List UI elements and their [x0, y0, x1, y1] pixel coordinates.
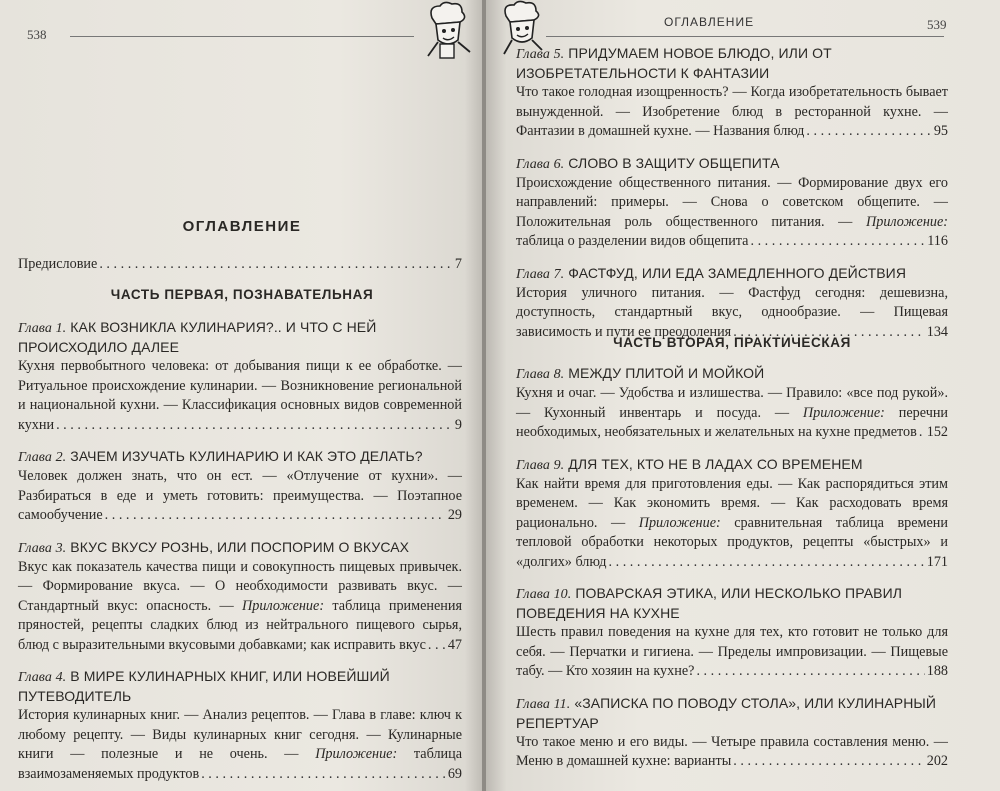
appendix-label: Приложение:	[242, 597, 325, 614]
toc-chapter-entry[interactable]	[18, 318, 462, 435]
chapter-number: Глава 1.	[18, 321, 67, 336]
chapter-heading	[516, 694, 948, 733]
toc-chapter-entry[interactable]	[18, 667, 462, 784]
chef-mascot-icon	[418, 0, 482, 60]
appendix-label: Приложение:	[315, 746, 398, 762]
chapter-page-number: 152	[926, 424, 948, 440]
toc-chapter-entry[interactable]	[516, 44, 948, 142]
chapter-page-number: 116	[927, 233, 948, 249]
toc-chapter-entry[interactable]	[516, 584, 948, 682]
chapter-heading	[516, 44, 948, 83]
leader-dots	[750, 232, 925, 252]
right-page	[486, 0, 1000, 791]
leader-dots	[609, 553, 925, 573]
chapter-page-number: 202	[926, 753, 948, 769]
chapter-number: Глава 5.	[516, 47, 565, 62]
chapter-page-number: 47	[447, 636, 462, 653]
chapter-page-number: 134	[926, 323, 948, 340]
chapter-title: ФАСТФУД, ИЛИ ЕДА ЗАМЕДЛЕННОГО ДЕЙСТВИЯ	[568, 264, 907, 281]
chapter-number: Глава 7.	[516, 266, 565, 282]
chapter-summary-text: История уличного питания. — Фастфуд сегодня: дешевизна, доступность, стандартный вкус, однообразие. — Пищевая зависимость и пути ее преодоления	[516, 284, 948, 340]
chapter-summary-text: Вкус как показатель качества пищи и совокупность пищевых привычек. — Формирование вкуса. — О необходимости развивать вкус. — Стандартный вкус: опасность. —	[18, 558, 462, 614]
chapter-summary-text: Кухня и очаг. — Удобства и излишества. — Правило: «все под рукой». — Кухонный инвентарь и посуда. —	[516, 385, 948, 421]
part-one-heading: ЧАСТЬ ПЕРВАЯ, ПОЗНАВАТЕЛЬНАЯ	[110, 287, 374, 302]
chapter-summary-text: Происхождение общественного питания. — Формирование двух его направлений: примеры. — Снова о советском общепите. — Положительная роль общественного питания. —	[516, 174, 948, 230]
toc-chapter-entry[interactable]	[516, 364, 948, 443]
leader-dots	[806, 122, 931, 142]
toc-chapter-entry[interactable]	[516, 264, 948, 343]
chapter-summary-text: Кухня первобытного человека: от добывания пищи к ее обработке. — Ритуальное происхождение кулинарии. — Возникновение региональной и национальной кухни. — Классификация основных видов современной кухни	[18, 358, 462, 433]
chapter-title: В МИРЕ КУЛИНАРНЫХ КНИГ, ИЛИ НОВЕЙШИЙ ПУТЕВОДИТЕЛЬ	[18, 668, 390, 704]
chapter-number: Глава 8.	[516, 367, 565, 382]
leader-dots	[696, 662, 924, 682]
chapter-number: Глава 10.	[516, 587, 572, 602]
chapter-heading	[516, 264, 948, 284]
chapter-title: ДЛЯ ТЕХ, КТО НЕ В ЛАДАХ СО ВРЕМЕНЕМ	[568, 455, 863, 472]
leader-dots	[99, 256, 453, 273]
chapter-summary-text: Что такое голодная изощренность? — Когда изобретательность бывает вынужденной. — Изобретение блюд в ресторанной кухне. — Фантазии в домашней кухне. — Названия блюд	[516, 84, 948, 139]
chapter-summary-text: Что такое меню и его виды. — Четыре правила составления меню. — Меню в домашней кухне: варианты	[516, 733, 948, 769]
toc-entry-preface[interactable]	[18, 256, 462, 273]
right-header-rule	[546, 36, 944, 37]
chapter-summary-text: Человек должен знать, что он ест. — «Отлучение от кухни». — Разбираться в еде и уметь готовить: преимущества. — Поэтапное самообучение	[18, 468, 462, 523]
appendix-label: Приложение:	[802, 404, 885, 421]
running-head: ОГЛАВЛЕНИЕ	[664, 15, 755, 29]
toc-chapter-entry[interactable]	[18, 538, 462, 656]
leader-dots	[56, 416, 453, 436]
leader-dots	[919, 423, 925, 443]
toc-title: ОГЛАВЛЕНИЕ	[182, 218, 302, 235]
chapter-title: ЗАЧЕМ ИЗУЧАТЬ КУЛИНАРИЮ И КАК ЭТО ДЕЛАТЬ?	[70, 448, 423, 464]
toc-chapter-entry[interactable]	[18, 447, 462, 526]
chapter-summary-text: перечни необходимых, необязательных и желательных на кухне предметов	[516, 404, 949, 440]
chapter-summary-text: История кулинарных книг. — Анализ рецептов. — Глава в главе: ключ к любому рецепту. — Виды кулинарных книг сегодня. — Кулинарные книги — полезные и не очень. —	[18, 707, 462, 762]
left-page-number: 538	[27, 27, 47, 42]
chapter-heading	[516, 455, 948, 475]
chapter-heading	[18, 538, 462, 558]
chapter-page-number: 95	[933, 123, 948, 139]
leader-dots	[733, 752, 924, 772]
chapter-summary-text: сравнительная таблица времени тепловой обработки некоторых продуктов, рецепты «быстрых» и «долгих» блюд	[516, 514, 948, 570]
chapter-heading	[18, 447, 462, 467]
toc-chapter-entry[interactable]	[516, 694, 948, 772]
chapter-heading	[18, 667, 462, 706]
chapter-summary-text: таблица о разделении видов общепита	[516, 233, 749, 249]
preface-label: Предисловие	[18, 256, 98, 272]
chapter-number: Глава 9.	[516, 457, 565, 473]
page-reference-line	[18, 416, 462, 436]
chapter-summary	[18, 558, 462, 656]
left-header-rule	[70, 36, 414, 37]
right-page-number: 539	[927, 17, 947, 32]
appendix-label: Приложение:	[638, 514, 721, 531]
chapter-number: Глава 3.	[18, 540, 67, 556]
chapter-page-number: 9	[454, 416, 462, 433]
leader-dots	[201, 765, 446, 785]
chapter-title: МЕЖДУ ПЛИТОЙ И МОЙКОЙ	[568, 365, 765, 381]
chapter-heading	[516, 364, 948, 384]
chapter-number: Глава 4.	[18, 670, 67, 685]
right-toc-column-b	[516, 364, 948, 784]
leader-dots	[105, 506, 446, 526]
toc-chapter-entry[interactable]	[516, 455, 948, 573]
chapter-page-number: 171	[926, 553, 948, 570]
appendix-label: Приложение:	[866, 213, 948, 230]
chapter-title: СЛОВО В ЗАЩИТУ ОБЩЕПИТА	[568, 154, 780, 171]
chapter-summary-text: таблица применения пряностей, рецепты сладких блюд из нейтрального пищевого сырья, блюд с выразительными вкусовыми добавками; как исправить вкус	[18, 597, 463, 653]
chapter-title: КАК ВОЗНИКЛА КУЛИНАРИЯ?.. И ЧТО С НЕЙ ПРОИСХОДИЛО ДАЛЕЕ	[18, 319, 377, 355]
left-page	[0, 0, 484, 791]
chapter-heading	[516, 584, 948, 623]
chapter-summary-text: Шесть правил поведения на кухне для тех, кто готовит не только для себя. — Перчатки и гигиена. — Пределы импровизации. — Пищевые табу. — Кто хозяин на кухне?	[516, 624, 948, 679]
chapter-page-number: 29	[447, 507, 462, 523]
chapter-heading	[18, 318, 462, 357]
chapter-title: ВКУС ВКУСУ РОЗНЬ, ИЛИ ПОСПОРИМ О ВКУСАХ	[70, 538, 410, 555]
right-toc-column-a	[516, 44, 948, 354]
chapter-summary-text: Как найти время для приготовления еды. — Как распорядиться этим временем. — Как экономить время. — Как расходовать время рационально. —	[516, 475, 948, 531]
chapter-title: «ЗАПИСКА ПО ПОВОДУ СТОЛА», ИЛИ КУЛИНАРНЫЙ РЕПЕРТУАР	[516, 694, 937, 731]
chapter-number: Глава 11.	[516, 696, 571, 712]
toc-chapter-entry[interactable]	[516, 154, 948, 252]
chapter-summary	[516, 384, 948, 443]
part-two-heading: ЧАСТЬ ВТОРАЯ, ПРАКТИЧЕСКАЯ	[613, 335, 851, 350]
chapter-title: ПРИДУМАЕМ НОВОЕ БЛЮДО, ИЛИ ОТ ИЗОБРЕТАТЕЛЬНОСТИ К ФАНТАЗИИ	[516, 45, 832, 81]
chapter-heading	[516, 154, 948, 174]
chapter-title: ПОВАРСКАЯ ЭТИКА, ИЛИ НЕСКОЛЬКО ПРАВИЛ ПОВЕДЕНИЯ НА КУХНЕ	[516, 585, 903, 621]
chapter-page-number: 188	[926, 663, 948, 679]
chapter-number: Глава 6.	[516, 156, 565, 172]
chapter-number: Глава 2.	[18, 450, 67, 465]
chapter-summary-text: таблица взаимозаменяемых продуктов	[18, 746, 463, 782]
chapter-page-number: 69	[447, 765, 462, 782]
leader-dots	[428, 636, 446, 656]
left-toc-column	[18, 318, 462, 791]
preface-page: 7	[454, 256, 462, 272]
